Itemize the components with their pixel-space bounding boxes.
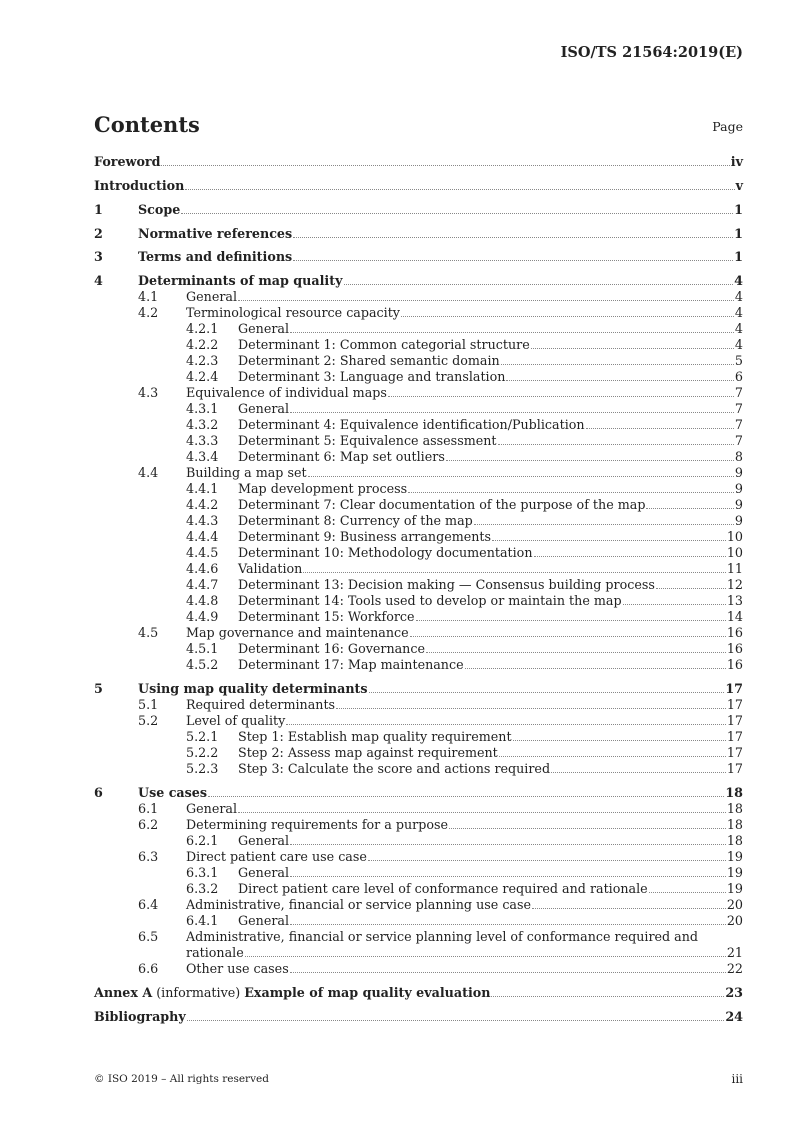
dot-leader	[369, 692, 725, 693]
toc-entry[interactable]	[94, 609, 743, 625]
dot-leader	[336, 708, 726, 709]
toc-entry-page: 14	[726, 609, 743, 624]
dot-leader	[290, 924, 726, 925]
toc-entry[interactable]	[94, 729, 743, 745]
toc-entry-number: 4.4	[138, 465, 159, 480]
dot-leader	[181, 213, 733, 214]
dot-leader	[498, 444, 734, 445]
document-id: ISO/TS 21564:2019(E)	[560, 44, 743, 61]
dot-leader	[238, 300, 734, 301]
toc-entry-title: General	[238, 865, 290, 880]
toc-entry[interactable]	[94, 249, 743, 265]
toc-entry-title: Equivalence of individual maps	[186, 385, 387, 400]
dot-leader	[293, 260, 733, 261]
toc-entry-number: 4.3.2	[186, 417, 219, 432]
dot-leader	[290, 972, 726, 973]
toc-entry[interactable]	[94, 745, 743, 761]
dot-leader	[474, 524, 734, 525]
page-column-label: Page	[712, 119, 743, 134]
dot-leader	[534, 556, 726, 557]
toc-entry-page: 19	[726, 849, 743, 864]
toc-entry-title: Determinant 4: Equivalence identification/Publication	[238, 417, 585, 432]
dot-leader	[513, 740, 726, 741]
toc-entry-title: Map development process	[238, 481, 408, 496]
toc-entry-title: Introduction	[94, 178, 185, 193]
toc-entry-number: 4.4.3	[186, 513, 219, 528]
toc-entry-number: 4.4.1	[186, 481, 219, 496]
toc-entry-number: 6.2	[138, 817, 159, 832]
toc-entry-page: 7	[734, 433, 743, 448]
toc-entry-page: 4	[734, 305, 743, 320]
toc-entry[interactable]	[94, 337, 743, 353]
dot-leader	[506, 380, 733, 381]
toc-entry-number: 4.4.6	[186, 561, 219, 576]
dot-leader	[623, 604, 726, 605]
toc-entry-number: 4.2	[138, 305, 159, 320]
dot-leader	[551, 772, 726, 773]
toc-entry[interactable]	[94, 561, 743, 577]
annex-type: (informative)	[152, 985, 245, 1000]
toc-entry-page: 9	[734, 497, 743, 512]
dot-leader	[465, 668, 726, 669]
toc-entry[interactable]	[94, 289, 743, 305]
toc-entry-title: Determinant 7: Clear documentation of the purpose of the map	[238, 497, 646, 512]
toc-entry[interactable]	[94, 226, 743, 242]
toc-entry-page: 21	[726, 944, 743, 960]
toc-entry-title: Determinant 3: Language and translation	[238, 369, 506, 384]
toc-entry-title: Administrative, financial or service planning level of conformance required and	[186, 929, 699, 944]
dot-leader	[303, 572, 726, 573]
toc-entry-number: 5.2.1	[186, 729, 219, 744]
toc-entry[interactable]	[94, 513, 743, 529]
dot-leader	[446, 460, 734, 461]
toc-entry-page: 7	[734, 385, 743, 400]
toc-entry-number: 4.2.2	[186, 337, 219, 352]
toc-entry-number: 5.2	[138, 713, 159, 728]
dot-leader	[649, 892, 726, 893]
toc-entry-page: 4	[734, 289, 743, 304]
toc-entry-page: 12	[726, 577, 743, 592]
toc-entry-number: 4.2.3	[186, 353, 219, 368]
dot-leader	[245, 956, 726, 957]
toc-entry-page: 22	[726, 961, 743, 976]
dot-leader	[426, 652, 726, 653]
toc-entry-title: Use cases	[138, 785, 208, 800]
toc-entry-title: Validation	[238, 561, 303, 576]
toc-entry[interactable]	[94, 593, 743, 609]
toc-entry-title-continued: rationale	[186, 944, 244, 960]
dot-leader	[308, 476, 734, 477]
toc-entry-number: 4.3.3	[186, 433, 219, 448]
toc-entry-number: 4	[94, 273, 103, 288]
toc-entry[interactable]	[94, 465, 743, 481]
toc-entry-number: 4.3	[138, 385, 159, 400]
dot-leader	[492, 540, 726, 541]
toc-entry-page: 16	[726, 641, 743, 656]
toc-entry-page: 7	[734, 401, 743, 416]
toc-entry-page: 1	[734, 249, 743, 264]
toc-entry-page: v	[735, 178, 743, 193]
toc-entry[interactable]	[94, 401, 743, 417]
dot-leader	[290, 844, 726, 845]
dot-leader	[646, 508, 733, 509]
toc-entry-title: General	[186, 801, 238, 816]
toc-entry-title: Normative references	[138, 226, 293, 241]
toc-entry-page: 16	[726, 657, 743, 672]
toc-entry-title: Bibliography	[94, 1009, 186, 1024]
dot-leader	[656, 588, 726, 589]
toc-entry-page: 18	[726, 833, 743, 848]
toc-entry-page: 20	[726, 913, 743, 928]
toc-entry-number: 4.4.7	[186, 577, 219, 592]
toc-entry-number: 6.6	[138, 961, 159, 976]
dot-leader	[586, 428, 734, 429]
dot-leader	[408, 492, 734, 493]
toc-entry-title: Level of quality	[186, 713, 286, 728]
toc-entry[interactable]	[94, 178, 743, 194]
dot-leader	[293, 237, 733, 238]
toc-entry-title: Direct patient care use case	[186, 849, 367, 864]
toc-entry-page: 20	[726, 897, 743, 912]
toc-entry-title: Determinant 6: Map set outliers	[238, 449, 445, 464]
toc-entry[interactable]	[94, 433, 743, 449]
toc-entry-page: 17	[726, 713, 743, 728]
toc-entry[interactable]	[94, 913, 743, 929]
dot-leader	[416, 620, 726, 621]
toc-entry-number: 5.1	[138, 697, 159, 712]
toc-entry[interactable]	[94, 305, 743, 321]
toc-entry-title: Step 1: Establish map quality requirement	[238, 729, 512, 744]
toc-entry-title: Administrative, financial or service planning use case	[186, 897, 532, 912]
toc-entry-title: Using map quality determinants	[138, 681, 368, 696]
toc-entry-number: 4.4.4	[186, 529, 219, 544]
toc-entry[interactable]	[94, 657, 743, 673]
toc-entry-number: 6.3.2	[186, 881, 219, 896]
toc-entry-page: 8	[734, 449, 743, 464]
toc-entry-page: 9	[734, 513, 743, 528]
toc-entry-page: 19	[726, 865, 743, 880]
toc-entry-number: 3	[94, 249, 103, 264]
toc-entry-page: 7	[734, 417, 743, 432]
toc-entry-title: General	[238, 913, 290, 928]
toc-entry-page: 18	[725, 785, 743, 800]
page-title: Contents	[94, 112, 200, 137]
toc-entry-title: Determinant 8: Currency of the map	[238, 513, 473, 528]
toc-entry[interactable]	[94, 849, 743, 865]
toc-entry[interactable]	[94, 929, 743, 961]
toc-entry[interactable]	[94, 154, 743, 170]
toc-entry-page: 17	[726, 761, 743, 776]
toc-entry[interactable]	[94, 801, 743, 817]
toc-entry[interactable]	[94, 202, 743, 218]
toc-entry-page: 17	[726, 697, 743, 712]
toc-entry[interactable]	[94, 641, 743, 657]
toc-entry[interactable]	[94, 985, 743, 1001]
toc-entry-page: 13	[726, 593, 743, 608]
toc-entry[interactable]	[94, 681, 743, 697]
toc-entry-number: 6.4	[138, 897, 159, 912]
toc-entry-title: Determinant 17: Map maintenance	[238, 657, 464, 672]
toc-entry[interactable]	[94, 697, 743, 713]
toc-entry[interactable]	[94, 865, 743, 881]
toc-entry-title: Determinant 16: Governance	[238, 641, 425, 656]
toc-entry-title: Foreword	[94, 154, 161, 169]
toc-entry[interactable]	[94, 833, 743, 849]
toc-entry-title: Required determinants	[186, 697, 336, 712]
dot-leader	[286, 724, 726, 725]
toc-entry-title: Determinant 14: Tools used to develop or maintain the map	[238, 593, 622, 608]
dot-leader	[208, 796, 724, 797]
toc-entry[interactable]	[94, 817, 743, 833]
toc-entry-number: 6.4.1	[186, 913, 219, 928]
dot-leader	[290, 412, 734, 413]
toc-entry-number: 4.4.9	[186, 609, 219, 624]
toc-entry-page: 10	[726, 529, 743, 544]
toc-entry-number: 5.2.3	[186, 761, 219, 776]
toc-entry-number: 4.3.1	[186, 401, 219, 416]
toc-entry-title: Determinant 5: Equivalence assessment	[238, 433, 497, 448]
annex-title: Example of map quality evaluation	[244, 985, 491, 1000]
toc-entry-page: iv	[730, 154, 743, 169]
toc-entry-page: 4	[734, 337, 743, 352]
toc-entry[interactable]	[94, 545, 743, 561]
toc-entry[interactable]	[94, 273, 743, 289]
toc-entry-page: 18	[726, 817, 743, 832]
dot-leader	[290, 332, 734, 333]
toc-entry-page: 4	[734, 273, 743, 288]
toc-entry-title: Determinant 15: Workforce	[238, 609, 415, 624]
dot-leader	[531, 348, 734, 349]
dot-leader	[388, 396, 734, 397]
toc-entry-title: Determining requirements for a purpose	[186, 817, 449, 832]
dot-leader	[501, 364, 734, 365]
toc-entry-page: 4	[734, 321, 743, 336]
toc-entry[interactable]	[94, 1009, 743, 1025]
toc-entry[interactable]	[94, 961, 743, 977]
toc-entry[interactable]	[94, 881, 743, 897]
toc-entry-number: 4.4.2	[186, 497, 219, 512]
dot-leader	[187, 1020, 725, 1021]
toc-entry-number: 6.3.1	[186, 865, 219, 880]
toc-entry-title: Step 3: Calculate the score and actions required	[238, 761, 551, 776]
toc-entry-number: 4.2.1	[186, 321, 219, 336]
toc-entry-page: 9	[734, 465, 743, 480]
toc-entry-title: Determinant 9: Business arrangements	[238, 529, 492, 544]
toc-entry-title: Determinant 10: Methodology documentation	[238, 545, 533, 560]
toc-entry-title: Map governance and maintenance	[186, 625, 409, 640]
toc-entry-number: 6.2.1	[186, 833, 219, 848]
dot-leader	[410, 636, 726, 637]
toc-entry-page: 10	[726, 545, 743, 560]
toc-entry[interactable]	[94, 761, 743, 777]
toc-entry-title: Determinant 2: Shared semantic domain	[238, 353, 500, 368]
dot-leader	[499, 756, 726, 757]
toc-entry-page: 23	[725, 985, 743, 1000]
dot-leader	[449, 828, 726, 829]
toc-entry-title: Direct patient care level of conformance required and rationale	[238, 881, 648, 896]
toc-entry-number: 4.5.1	[186, 641, 219, 656]
toc-entry-number: 2	[94, 226, 103, 241]
toc-entry-page: 17	[726, 745, 743, 760]
toc-entry-page: 9	[734, 481, 743, 496]
toc-entry-number: 4.2.4	[186, 369, 219, 384]
toc-entry-title: General	[238, 833, 290, 848]
toc-entry-page: 17	[726, 729, 743, 744]
dot-leader	[344, 284, 734, 285]
dot-leader	[491, 996, 724, 997]
toc-entry[interactable]	[94, 321, 743, 337]
toc-entry-number: 6.3	[138, 849, 159, 864]
toc-entry-number: 1	[94, 202, 103, 217]
toc-entry-page: 6	[734, 369, 743, 384]
toc-entry-number: 4.4.5	[186, 545, 219, 560]
copyright-notice: © ISO 2019 – All rights reserved	[94, 1073, 269, 1085]
toc-entry-title: Building a map set	[186, 465, 307, 480]
dot-leader	[161, 165, 729, 166]
toc-entry-page: 1	[734, 226, 743, 241]
dot-leader	[238, 812, 726, 813]
toc-entry[interactable]	[94, 497, 743, 513]
toc-entry-number: 4.4.8	[186, 593, 219, 608]
toc-entry-title: Determinant 13: Decision making — Consensus building process	[238, 577, 655, 592]
dot-leader	[185, 189, 734, 190]
toc-entry[interactable]	[94, 417, 743, 433]
toc-entry-title: Scope	[138, 202, 181, 217]
toc-entry-number: 6.5	[138, 929, 159, 944]
toc-entry[interactable]	[94, 385, 743, 401]
toc-entry-title: Other use cases	[186, 961, 289, 976]
toc-entry-number: 5.2.2	[186, 745, 219, 760]
toc-entry[interactable]	[94, 449, 743, 465]
toc-entry-title: General	[238, 401, 290, 416]
toc-entry[interactable]	[94, 529, 743, 545]
toc-entry-page: 16	[726, 625, 743, 640]
toc-entry-page: 24	[725, 1009, 743, 1024]
toc-entry-page: 19	[726, 881, 743, 896]
toc-entry[interactable]	[94, 481, 743, 497]
toc-entry-number: 4.5	[138, 625, 159, 640]
toc-entry-title: Determinant 1: Common categorial structure	[238, 337, 530, 352]
toc-entry-number: 5	[94, 681, 103, 696]
toc-entry-title: Terminological resource capacity	[186, 305, 400, 320]
toc-entry-title: Terms and definitions	[138, 249, 293, 264]
page-number: iii	[731, 1072, 743, 1086]
toc-entry[interactable]	[94, 369, 743, 385]
toc-entry[interactable]	[94, 713, 743, 729]
toc-entry-number: 4.5.2	[186, 657, 219, 672]
toc-entry-title	[94, 985, 490, 1001]
toc-entry-page: 1	[734, 202, 743, 217]
toc-entry[interactable]	[94, 897, 743, 913]
dot-leader	[368, 860, 726, 861]
toc-entry-number: 4.1	[138, 289, 159, 304]
dot-leader	[532, 908, 726, 909]
toc-entry-title: General	[186, 289, 238, 304]
toc-entry[interactable]	[94, 353, 743, 369]
annex-label: Annex A	[94, 985, 153, 1000]
toc-entry-page: 18	[726, 801, 743, 816]
toc-entry-page: 5	[734, 353, 743, 368]
toc-entry-page: 17	[725, 681, 743, 696]
toc-entry[interactable]	[94, 785, 743, 801]
toc-entry-title: Determinants of map quality	[138, 273, 343, 288]
toc-entry-number: 4.3.4	[186, 449, 219, 464]
dot-leader	[401, 316, 734, 317]
toc-entry-number: 6	[94, 785, 103, 800]
toc-entry[interactable]	[94, 577, 743, 593]
toc-entry-title: General	[238, 321, 290, 336]
dot-leader	[290, 876, 726, 877]
toc-entry-number: 6.1	[138, 801, 159, 816]
toc-entry-title: Step 2: Assess map against requirement	[238, 745, 498, 760]
toc-entry[interactable]	[94, 625, 743, 641]
toc-entry-page: 11	[726, 561, 743, 576]
